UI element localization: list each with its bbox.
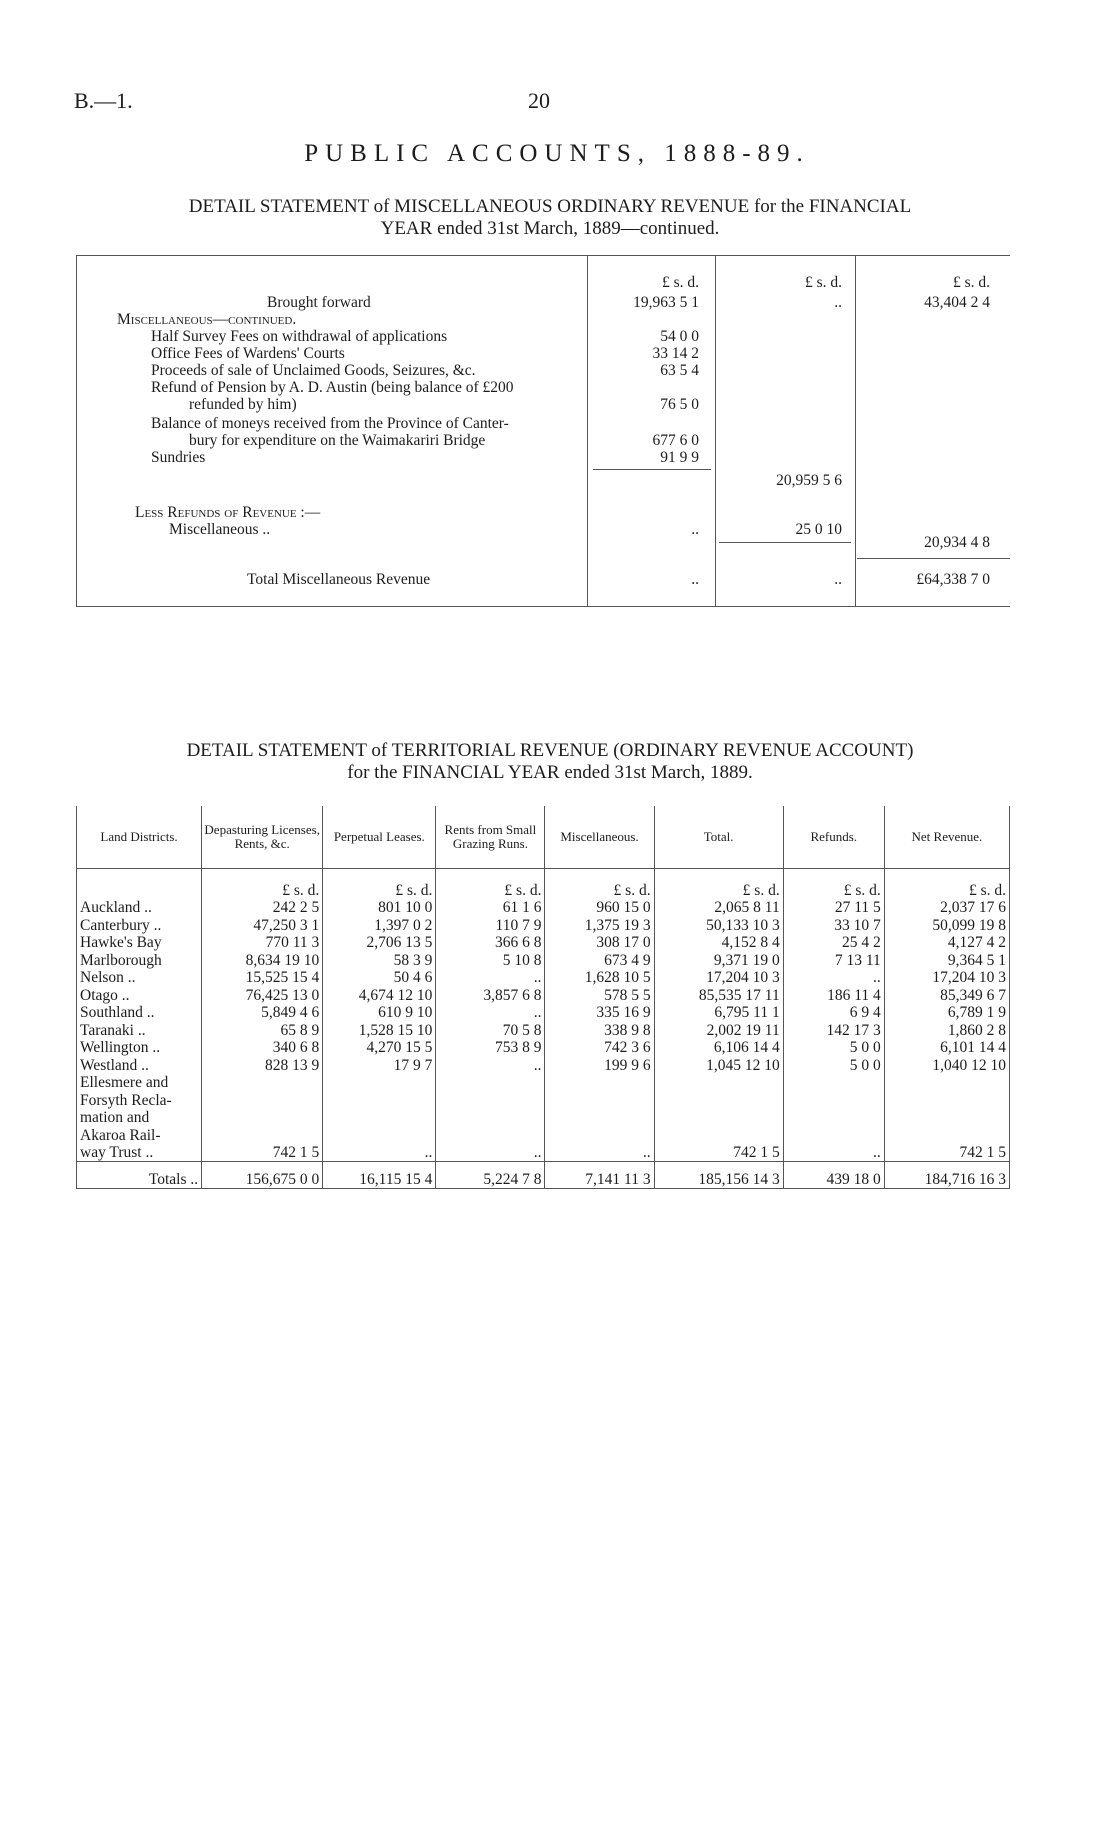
item-value: 677 6 0	[652, 432, 699, 449]
table-cell: 27 11 5	[783, 899, 884, 917]
table-cell: 50 4 6	[323, 969, 436, 987]
district-name: mation and	[77, 1109, 202, 1127]
table-cell: 9,371 19 0	[654, 951, 783, 969]
section-label-row	[77, 311, 1010, 329]
table-cell: 335 16 9	[545, 1004, 654, 1022]
district-name: Hawke's Bay	[77, 934, 202, 952]
statement1-title-line1: DETAIL STATEMENT of MISCELLANEOUS ORDINARY REVENUE for the FINANCIAL	[188, 196, 912, 217]
table-cell	[654, 1109, 783, 1127]
item-row	[77, 328, 1010, 346]
table-cell: 673 4 9	[545, 951, 654, 969]
units-cell: £ s. d.	[783, 869, 884, 899]
table-cell: 199 9 6	[545, 1056, 654, 1074]
table-cell: 47,250 3 1	[202, 916, 323, 934]
table-cell: ..	[436, 969, 545, 987]
table-cell: 70 5 8	[436, 1021, 545, 1039]
table-row	[77, 1144, 1010, 1162]
table-cell: 338 9 8	[545, 1021, 654, 1039]
table-cell	[545, 1109, 654, 1127]
item-value: 91 9 9	[660, 449, 699, 466]
table-cell: 25 4 2	[783, 934, 884, 952]
refund-item-col1: ..	[691, 521, 699, 538]
table-cell: ..	[436, 1056, 545, 1074]
table-cell: 610 9 10	[323, 1004, 436, 1022]
total-col1: ..	[691, 571, 699, 588]
district-name: way Trust ..	[77, 1144, 202, 1162]
brought-forward-label: Brought forward	[267, 294, 371, 311]
table-cell: 960 15 0	[545, 899, 654, 917]
units-cell: £ s. d.	[436, 869, 545, 899]
table-cell: 242 2 5	[202, 899, 323, 917]
table-cell: 8,634 19 10	[202, 951, 323, 969]
table-cell	[323, 1091, 436, 1109]
territorial-revenue-table	[76, 806, 1010, 1189]
table-cell: 4,152 8 4	[654, 934, 783, 952]
table-cell: 308 17 0	[545, 934, 654, 952]
item-label: Balance of moneys received from the Province of Canter-	[151, 415, 509, 432]
table-cell: 142 17 3	[783, 1021, 884, 1039]
table-cell: 770 11 3	[202, 934, 323, 952]
units-col1: £ s. d.	[661, 274, 699, 291]
table-row	[77, 969, 1010, 987]
table-cell	[783, 1091, 884, 1109]
statement1-title	[70, 196, 1030, 240]
units-row	[77, 274, 1010, 292]
rule	[857, 558, 1010, 559]
table-cell: 742 1 5	[884, 1144, 1009, 1162]
district-name: Otago ..	[77, 986, 202, 1004]
district-name: Taranaki ..	[77, 1021, 202, 1039]
table-cell: 340 6 8	[202, 1039, 323, 1057]
table-row	[77, 1039, 1010, 1057]
col-header-net-revenue: Net Revenue.	[884, 806, 1009, 869]
table-row	[77, 1091, 1010, 1109]
table-cell: 578 5 5	[545, 986, 654, 1004]
item-label-continued: bury for expenditure on the Waimakariri Bridge	[189, 432, 486, 449]
refund-item-col2: 25 0 10	[795, 521, 842, 538]
table-cell: 1,045 12 10	[654, 1056, 783, 1074]
table-cell: 742 1 5	[202, 1144, 323, 1162]
table-cell	[884, 1074, 1009, 1092]
table-cell	[323, 1109, 436, 1127]
table-cell: 1,860 2 8	[884, 1021, 1009, 1039]
table-cell: 2,002 19 11	[654, 1021, 783, 1039]
district-name: Auckland ..	[77, 899, 202, 917]
table-cell: 828 13 9	[202, 1056, 323, 1074]
table-cell: 2,706 13 5	[323, 934, 436, 952]
table-cell: 1,375 19 3	[545, 916, 654, 934]
table-row	[77, 934, 1010, 952]
table-cell: 1,628 10 5	[545, 969, 654, 987]
col-header-perpetual-leases: Perpetual Leases.	[323, 806, 436, 869]
table-row	[77, 1074, 1010, 1092]
item-label: Refund of Pension by A. D. Austin (being balance of £200	[151, 379, 514, 396]
net-value: 20,934 4 8	[924, 534, 990, 551]
item-label: Half Survey Fees on withdrawal of applications	[151, 328, 448, 345]
table-row	[77, 1021, 1010, 1039]
table-cell: 6,789 1 9	[884, 1004, 1009, 1022]
table-cell: 17,204 10 3	[884, 969, 1009, 987]
table-cell: 7 13 11	[783, 951, 884, 969]
table-cell: 5 0 0	[783, 1039, 884, 1057]
table-row	[77, 1004, 1010, 1022]
statement2-title-line1: DETAIL STATEMENT of TERRITORIAL REVENUE (ORDINARY REVENUE ACCOUNT)	[186, 740, 914, 761]
table-cell: 6,106 14 4	[654, 1039, 783, 1057]
totals-cell: 7,141 11 3	[545, 1162, 654, 1189]
net-row	[77, 534, 1010, 552]
brought-forward-col2: ..	[834, 294, 842, 311]
item-label: Proceeds of sale of Unclaimed Goods, Seizures, &c.	[151, 362, 476, 379]
subtotal-row	[77, 472, 1010, 490]
misc-revenue-table	[76, 255, 1010, 607]
table-cell	[436, 1109, 545, 1127]
units-cell: £ s. d.	[323, 869, 436, 899]
district-name: Wellington ..	[77, 1039, 202, 1057]
table-cell: ..	[783, 1144, 884, 1162]
totals-cell: 184,716 16 3	[884, 1162, 1009, 1189]
table-cell: 801 10 0	[323, 899, 436, 917]
table-cell	[436, 1126, 545, 1144]
table-cell: 6,795 11 1	[654, 1004, 783, 1022]
item-value: 54 0 0	[660, 328, 699, 345]
less-refunds-row	[77, 504, 1010, 522]
col-header-refunds: Refunds.	[783, 806, 884, 869]
district-name: Southland ..	[77, 1004, 202, 1022]
item-label-continued: refunded by him)	[189, 396, 297, 413]
table-cell: 1,040 12 10	[884, 1056, 1009, 1074]
units-cell: £ s. d.	[545, 869, 654, 899]
table-cell	[436, 1091, 545, 1109]
table-cell: 50,099 19 8	[884, 916, 1009, 934]
units-cell: £ s. d.	[654, 869, 783, 899]
units-row	[77, 869, 1010, 899]
table-cell: 366 6 8	[436, 934, 545, 952]
table-cell	[202, 1091, 323, 1109]
item-value: 63 5 4	[660, 362, 699, 379]
table-cell: 110 7 9	[436, 916, 545, 934]
page-number: 20	[528, 88, 550, 113]
table-cell: 65 8 9	[202, 1021, 323, 1039]
district-name: Ellesmere and	[77, 1074, 202, 1092]
totals-row	[77, 1162, 1010, 1189]
table-row	[77, 986, 1010, 1004]
table-cell: 85,535 17 11	[654, 986, 783, 1004]
table-cell: ..	[436, 1004, 545, 1022]
district-name: Canterbury ..	[77, 916, 202, 934]
units-cell	[77, 869, 202, 899]
table-cell	[202, 1126, 323, 1144]
table-cell	[545, 1091, 654, 1109]
section-label: Miscellaneous—continued.	[117, 311, 297, 328]
table-cell: 33 10 7	[783, 916, 884, 934]
table-cell	[323, 1126, 436, 1144]
units-cell: £ s. d.	[884, 869, 1009, 899]
col-header-small-grazing: Rents from Small Grazing Runs.	[436, 806, 545, 869]
table-cell	[323, 1074, 436, 1092]
table-row	[77, 951, 1010, 969]
table-cell	[884, 1091, 1009, 1109]
district-name: Forsyth Recla-	[77, 1091, 202, 1109]
table-cell: 186 11 4	[783, 986, 884, 1004]
table-cell: 753 8 9	[436, 1039, 545, 1057]
totals-cell: 439 18 0	[783, 1162, 884, 1189]
table-cell: 6 9 4	[783, 1004, 884, 1022]
col-header-land-districts: Land Districts.	[77, 806, 202, 869]
table-cell: 4,270 15 5	[323, 1039, 436, 1057]
item-value: 76 5 0	[660, 396, 699, 413]
district-name: Akaroa Rail-	[77, 1126, 202, 1144]
table-cell: ..	[545, 1144, 654, 1162]
units-col3: £ s. d.	[952, 274, 990, 291]
table-cell: ..	[323, 1144, 436, 1162]
less-refunds-label: Less Refunds of Revenue :—	[135, 504, 321, 521]
document-code: B.—1.	[74, 88, 133, 113]
table-cell: 2,065 8 11	[654, 899, 783, 917]
item-row	[77, 345, 1010, 363]
brought-forward-col1: 19,963 5 1	[633, 294, 699, 311]
statement2-title	[70, 740, 1030, 784]
table-cell	[202, 1109, 323, 1127]
item-label: Office Fees of Wardens' Courts	[151, 345, 345, 362]
table-cell: 17,204 10 3	[654, 969, 783, 987]
total-label: Total Miscellaneous Revenue	[247, 571, 431, 588]
col-header-total: Total.	[654, 806, 783, 869]
total-col2: ..	[834, 571, 842, 588]
units-cell: £ s. d.	[202, 869, 323, 899]
table-cell: 3,857 6 8	[436, 986, 545, 1004]
table-row	[77, 916, 1010, 934]
table-cell: 61 1 6	[436, 899, 545, 917]
table-cell: 85,349 6 7	[884, 986, 1009, 1004]
table-row	[77, 899, 1010, 917]
table-cell: 742 3 6	[545, 1039, 654, 1057]
table-cell	[783, 1126, 884, 1144]
table-cell: 742 1 5	[654, 1144, 783, 1162]
table-cell	[545, 1074, 654, 1092]
rule	[593, 469, 711, 470]
table-cell: 1,397 0 2	[323, 916, 436, 934]
total-col3: £64,338 7 0	[916, 571, 990, 588]
item-row	[77, 379, 1010, 397]
brought-forward-row	[77, 294, 1010, 312]
table-cell: 4,674 12 10	[323, 986, 436, 1004]
table-row	[77, 1109, 1010, 1127]
table-cell: 58 3 9	[323, 951, 436, 969]
table-cell: ..	[436, 1144, 545, 1162]
district-name: Marlborough	[77, 951, 202, 969]
table-cell: 1,528 15 10	[323, 1021, 436, 1039]
totals-cell: 156,675 0 0	[202, 1162, 323, 1189]
table-cell: 4,127 4 2	[884, 934, 1009, 952]
table-cell: 2,037 17 6	[884, 899, 1009, 917]
page-title: PUBLIC ACCOUNTS, 1888-89.	[304, 140, 810, 167]
table-row	[77, 1056, 1010, 1074]
item-row	[77, 432, 1010, 450]
item-row	[77, 362, 1010, 380]
table-cell	[884, 1109, 1009, 1127]
refund-item-label: Miscellaneous ..	[169, 521, 271, 538]
table-cell	[654, 1074, 783, 1092]
totals-cell: 185,156 14 3	[654, 1162, 783, 1189]
table-cell: 9,364 5 1	[884, 951, 1009, 969]
table-cell: 5,849 4 6	[202, 1004, 323, 1022]
units-col2: £ s. d.	[804, 274, 842, 291]
table-cell: ..	[783, 969, 884, 987]
district-name: Westland ..	[77, 1056, 202, 1074]
table-row	[77, 1126, 1010, 1144]
table-cell	[783, 1109, 884, 1127]
table-cell: 6,101 14 4	[884, 1039, 1009, 1057]
table-cell: 5 0 0	[783, 1056, 884, 1074]
table-cell	[545, 1126, 654, 1144]
table-cell: 5 10 8	[436, 951, 545, 969]
district-name: Nelson ..	[77, 969, 202, 987]
totals-label: Totals ..	[77, 1162, 202, 1189]
table-cell: 76,425 13 0	[202, 986, 323, 1004]
subtotal-value: 20,959 5 6	[776, 472, 842, 489]
table-cell: 50,133 10 3	[654, 916, 783, 934]
totals-cell: 16,115 15 4	[323, 1162, 436, 1189]
brought-forward-col3: 43,404 2 4	[924, 294, 990, 311]
table-cell: 17 9 7	[323, 1056, 436, 1074]
table-cell	[654, 1126, 783, 1144]
col-header-miscellaneous: Miscellaneous.	[545, 806, 654, 869]
item-row	[77, 396, 1010, 414]
item-label: Sundries	[151, 449, 206, 466]
totals-cell: 5,224 7 8	[436, 1162, 545, 1189]
total-row	[77, 571, 1010, 589]
table-cell	[654, 1091, 783, 1109]
table-cell	[436, 1074, 545, 1092]
table-cell: 15,525 15 4	[202, 969, 323, 987]
item-row	[77, 415, 1010, 433]
table-cell	[884, 1126, 1009, 1144]
table-cell	[783, 1074, 884, 1092]
table-cell	[202, 1074, 323, 1092]
item-value: 33 14 2	[652, 345, 699, 362]
col-header-depasturing: Depasturing Licenses, Rents, &c.	[202, 806, 323, 869]
statement2-subtitle: for the FINANCIAL YEAR ended 31st March, 1889.	[347, 762, 753, 783]
item-row	[77, 449, 1010, 467]
statement1-subtitle: YEAR ended 31st March, 1889—continued.	[380, 218, 720, 239]
